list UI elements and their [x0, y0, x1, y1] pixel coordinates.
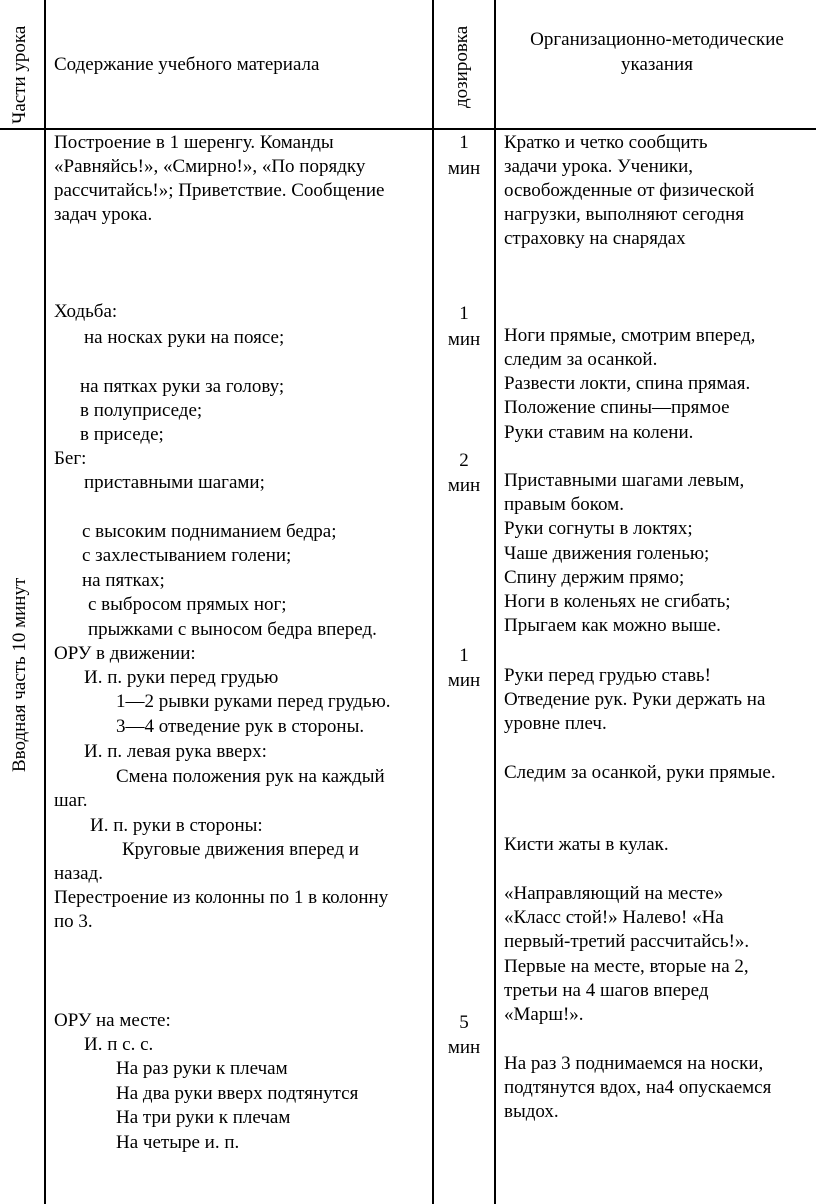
content-line: И. п. руки перед грудью — [84, 667, 279, 688]
note-line: третьи на 4 шагов вперед — [504, 980, 709, 1001]
note-line: страховку на снарядах — [504, 228, 686, 249]
content-line: «Равняйсь!», «Смирно!», «По порядку — [54, 156, 366, 177]
dosage-unit: мин — [447, 158, 481, 179]
content-line: Построение в 1 шеренгу. Команды — [54, 132, 334, 153]
note-line: На раз 3 поднимаемся на носки, — [504, 1053, 764, 1074]
note-line: задачи урока. Ученики, — [504, 156, 694, 177]
note-line: Прыгаем как можно выше. — [504, 615, 721, 636]
content-line: И. п. руки в стороны: — [90, 815, 263, 836]
column-divider — [494, 0, 496, 1204]
note-line: нагрузки, выполняют сегодня — [504, 204, 745, 225]
dosage-unit: мин — [447, 670, 481, 691]
note-line: Спину держим прямо; — [504, 567, 685, 588]
column-divider — [44, 0, 46, 1204]
note-line: Руки перед грудью ставь! — [504, 665, 711, 686]
note-line: «Направляющий на месте» — [504, 883, 724, 904]
dosage-value: 2 — [459, 450, 469, 471]
content-line: Круговые движения вперед и — [122, 839, 359, 860]
content-line: рассчитайсь!»; Приветствие. Сообщение — [54, 180, 385, 201]
dosage-value: 1 — [459, 132, 469, 153]
note-line: «Класс стой!» Налево! «На — [504, 907, 724, 928]
note-line: Следим за осанкой, руки прямые. — [504, 762, 776, 783]
content-line: назад. — [54, 863, 103, 884]
header-content: Содержание учебного материала — [54, 54, 320, 75]
note-line: Приставными шагами левым, — [504, 470, 745, 491]
note-line: Развести локти, спина прямая. — [504, 373, 751, 394]
section-label: Вводная часть 10 минут — [9, 577, 30, 772]
header-guidelines-line1: Организационно-методические — [530, 29, 784, 50]
content-line: ОРУ на месте: — [54, 1010, 171, 1031]
note-line: Ноги прямые, смотрим вперед, — [504, 325, 756, 346]
note-line: подтянутся вдох, на4 опускаемся — [504, 1077, 772, 1098]
note-line: выдох. — [504, 1101, 559, 1122]
content-line: И. п. левая рука вверх: — [84, 741, 267, 762]
content-line: На два руки вверх подтянутся — [116, 1083, 359, 1104]
dosage-value: 1 — [459, 645, 469, 666]
content-line: Ходьба: — [54, 301, 118, 322]
content-line: На четыре и. п. — [116, 1132, 240, 1153]
dosage-unit: мин — [447, 329, 481, 350]
content-line: ОРУ в движении: — [54, 643, 196, 664]
header-guidelines-line2: указания — [621, 54, 693, 75]
content-line: На раз руки к плечам — [116, 1058, 288, 1079]
dosage-value: 5 — [459, 1012, 469, 1033]
content-line: на носках руки на поясе; — [84, 327, 285, 348]
note-line: первый-третий рассчитайсь!». — [504, 931, 750, 952]
content-line: с захлестыванием голени; — [82, 545, 292, 566]
dosage-unit: мин — [447, 475, 481, 496]
note-line: Руки согнуты в локтях; — [504, 518, 693, 539]
header-divider — [0, 128, 816, 130]
content-line: И. п с. с. — [84, 1034, 154, 1055]
dosage-value: 1 — [459, 303, 469, 324]
note-line: следим за осанкой. — [504, 349, 658, 370]
note-line: Кисти жаты в кулак. — [504, 834, 669, 855]
note-line: уровне плеч. — [504, 713, 607, 734]
note-line: Кратко и четко сообщить — [504, 132, 708, 153]
note-line: Руки ставим на колени. — [504, 422, 694, 443]
content-line: Смена положения рук на каждый — [116, 766, 385, 787]
note-line: освобожденные от физической — [504, 180, 755, 201]
content-line: задач урока. — [54, 204, 153, 225]
header-dosage: дозировка — [451, 25, 472, 108]
header-lesson-parts: Части урока — [9, 25, 30, 124]
note-line: правым боком. — [504, 494, 624, 515]
content-line: Бег: — [54, 448, 87, 469]
note-line: Чаше движения голенью; — [504, 543, 710, 564]
note-line: Первые на месте, вторые на 2, — [504, 956, 749, 977]
content-line: на пятках; — [82, 570, 165, 591]
note-line: Отведение рук. Руки держать на — [504, 689, 766, 710]
content-line: с выбросом прямых ног; — [88, 594, 287, 615]
content-line: с высоким подниманием бедра; — [82, 521, 337, 542]
content-line: шаг. — [54, 790, 88, 811]
content-line: по 3. — [54, 911, 93, 932]
note-line: Ноги в коленьях не сгибать; — [504, 591, 731, 612]
dosage-unit: мин — [447, 1037, 481, 1058]
content-line: приставными шагами; — [84, 472, 265, 493]
content-line: на пятках руки за голову; — [80, 376, 285, 397]
content-line: 1—2 рывки руками перед грудью. — [116, 691, 391, 712]
note-line: «Марш!». — [504, 1004, 584, 1025]
content-line: На три руки к плечам — [116, 1107, 291, 1128]
content-line: в полуприседе; — [80, 400, 203, 421]
content-line: Перестроение из колонны по 1 в колонну — [54, 887, 389, 908]
content-line: в приседе; — [80, 424, 164, 445]
content-line: 3—4 отведение рук в стороны. — [116, 716, 365, 737]
content-line: прыжками с выносом бедра вперед. — [88, 619, 377, 640]
note-line: Положение спины—прямое — [504, 397, 730, 418]
